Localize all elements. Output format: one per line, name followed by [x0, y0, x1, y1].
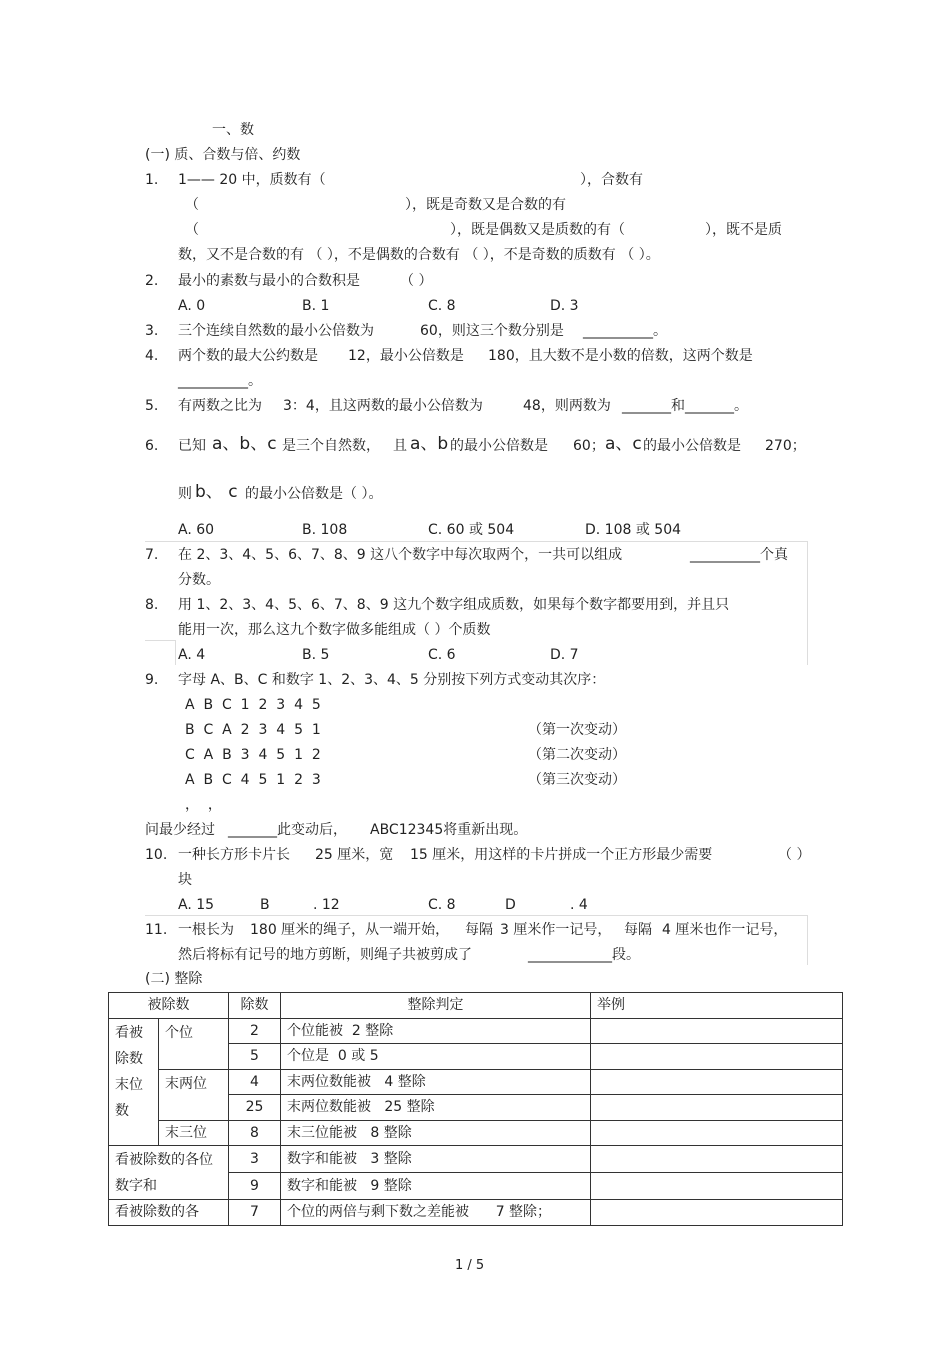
group-partial: 看被除数的各 [109, 1200, 229, 1226]
sequence-note: （第三次变动） [528, 772, 626, 788]
question-text: 4 厘米也作一记号， [662, 922, 788, 938]
divisor-cell: 9 [229, 1173, 281, 1200]
question-text: 每隔 [465, 922, 493, 938]
heading: 一、数 [212, 122, 254, 138]
rule-cell: 个位是 0 或 5 [281, 1044, 591, 1070]
header-rule: 整除判定 [281, 993, 591, 1019]
scan-line [807, 915, 808, 965]
example-cell [591, 1120, 843, 1146]
question-text: 能用一次，那么这九个数字做多能组成（ ）个质数 [178, 622, 491, 638]
question-text: （ [185, 197, 199, 213]
scan-line [145, 915, 807, 916]
group-last-digits: 看被除数末位数 [109, 1018, 159, 1146]
question-number: 7. [145, 547, 159, 563]
position-label: 末两位 [159, 1069, 229, 1120]
question-text: 15 厘米，用这样的卡片拼成一个正方形最少需要 [410, 847, 713, 863]
scan-line [807, 541, 808, 665]
example-cell [591, 1018, 843, 1044]
answer-blank: __________个真 [690, 547, 788, 563]
question-text: 最小的素数与最小的合数积是 [178, 273, 360, 289]
question-text: 则 [178, 486, 192, 502]
divisor-cell: 2 [229, 1018, 281, 1044]
header-dividend: 被除数 [109, 993, 229, 1019]
answer-blank: _______此变动后， [228, 822, 347, 838]
question-number: 1. [145, 172, 159, 188]
question-text: 已知 [178, 438, 206, 454]
answer-blank: _______和_______。 [622, 398, 748, 414]
divisibility-table [108, 992, 843, 1226]
question-text: 问最少经过 [145, 822, 215, 838]
scan-line [145, 640, 175, 641]
question-number: 9. [145, 672, 159, 688]
question-text: 然后将标有记号的地方剪断，则绳子共被剪成了 [178, 947, 472, 963]
divisor-cell: 3 [229, 1146, 281, 1173]
question-text: （ [185, 222, 199, 238]
table-row [109, 1069, 843, 1095]
header-example: 举例 [591, 993, 843, 1019]
table-row [109, 1018, 843, 1044]
question-text: 25 厘米，宽 [315, 847, 394, 863]
option: B. 1 [302, 298, 330, 314]
question-text: 块 [178, 872, 192, 888]
sequence-row: A B C 4 5 1 2 3 [185, 772, 321, 788]
sequence-note: （第二次变动） [528, 747, 626, 763]
question-text: 是三个自然数， [282, 438, 380, 454]
section-title: (二) 整除 [145, 971, 203, 987]
option: D. 108 或 504 [585, 522, 682, 538]
section-title: (一) 质、合数与倍、约数 [145, 147, 301, 163]
question-text: ），既不是质 [705, 222, 782, 238]
rule-cell: 个位的两倍与剩下数之差能被 7 整除； [281, 1200, 591, 1226]
question-text: 的最小公倍数是 [450, 438, 548, 454]
question-text: 60； [573, 438, 605, 454]
variable-text: b、 c [195, 482, 238, 502]
option: A. 60 [178, 522, 215, 538]
question-text: 分数。 [178, 572, 220, 588]
example-cell [591, 1095, 843, 1121]
question-number: 11. [145, 922, 168, 938]
question-text: 1—— 20 中，质数有（ [178, 172, 326, 188]
question-number: 2. [145, 273, 159, 289]
divisor-cell: 5 [229, 1044, 281, 1070]
variable-text: a、b、c [212, 434, 277, 454]
rule-cell: 数字和能被 9 整除 [281, 1173, 591, 1200]
option: . 4 [570, 897, 588, 913]
divisor-cell: 7 [229, 1200, 281, 1226]
divisor-cell: 4 [229, 1069, 281, 1095]
option: A. 4 [178, 647, 206, 663]
option: B. 5 [302, 647, 330, 663]
answer-blank: __________。 [583, 323, 667, 339]
option: A. 0 [178, 298, 206, 314]
option: D [505, 897, 516, 913]
table-row [109, 1146, 843, 1173]
rule-cell: 末三位能被 8 整除 [281, 1120, 591, 1146]
question-text: 有两数之比为 [178, 398, 262, 414]
option: C. 60 或 504 [428, 522, 515, 538]
question-number: 4. [145, 348, 159, 364]
answer-paren: （ ） [778, 847, 811, 863]
variable-text: a、b [410, 434, 449, 454]
question-text: 180 厘米的绳子，从一端开始， [250, 922, 450, 938]
divisor-cell: 25 [229, 1095, 281, 1121]
question-text: 三个连续自然数的最小公倍数为 [178, 323, 374, 339]
scan-line [145, 541, 807, 542]
question-number: 8. [145, 597, 159, 613]
option: C. 6 [428, 647, 456, 663]
question-text: 每隔 [624, 922, 652, 938]
option: B [260, 897, 270, 913]
divisor-cell: 8 [229, 1120, 281, 1146]
question-text: 48，则两数为 [523, 398, 611, 414]
option: . 12 [313, 897, 340, 913]
variable-text: a、c [605, 434, 642, 454]
question-text: 3 厘米作一记号， [500, 922, 612, 938]
sequence-row: B C A 2 3 4 5 1 [185, 722, 321, 738]
question-number: 10. [145, 847, 168, 863]
question-text: 的最小公倍数是（ ）。 [245, 486, 383, 502]
position-label: 末三位 [159, 1120, 229, 1146]
question-text: 12，最小公倍数是 [348, 348, 464, 364]
question-number: 6. [145, 438, 159, 454]
option: C. 8 [428, 897, 456, 913]
option: A. 15 [178, 897, 215, 913]
answer-paren: （ ） [400, 273, 433, 289]
sequence-note: （第一次变动） [528, 722, 626, 738]
question-number: 5. [145, 398, 159, 414]
question-text: ），既是奇数又是合数的有 [405, 197, 566, 213]
question-text: 60，则这三个数分别是 [420, 323, 564, 339]
example-cell [591, 1200, 843, 1226]
rule-cell: 数字和能被 3 整除 [281, 1146, 591, 1173]
option: D. 3 [550, 298, 579, 314]
example-cell [591, 1146, 843, 1173]
option: D. 7 [550, 647, 579, 663]
table-header-row [109, 993, 843, 1019]
question-text: ），合数有 [580, 172, 643, 188]
question-text: ），既是偶数又是质数的有（ [450, 222, 625, 238]
question-number: 3. [145, 323, 159, 339]
question-text: ABC12345将重新出现。 [370, 822, 528, 838]
table-row [109, 1200, 843, 1226]
question-text: 3：4，且这两数的最小公倍数为 [283, 398, 483, 414]
answer-blank: ____________段。 [528, 947, 640, 963]
sequence-row: A B C 1 2 3 4 5 [185, 697, 321, 713]
question-text: 的最小公倍数是 [643, 438, 741, 454]
question-text: 180，且大数不是小数的倍数，这两个数是 [488, 348, 753, 364]
option: B. 108 [302, 522, 348, 538]
example-cell [591, 1044, 843, 1070]
sequence-row: C A B 3 4 5 1 2 [185, 747, 321, 763]
question-text: 且 [393, 438, 407, 454]
question-text: 两个数的最大公约数是 [178, 348, 318, 364]
example-cell [591, 1069, 843, 1095]
rule-cell: 末两位数能被 4 整除 [281, 1069, 591, 1095]
question-text: 用 1、2、3、4、5、6、7、8、9 这九个数字组成质数，如果每个数字都要用到，并且只 [178, 597, 730, 613]
option: C. 8 [428, 298, 456, 314]
position-label: 个位 [159, 1018, 229, 1069]
question-text: 数，又不是合数的有 （ ），不是偶数的合数有 （ ），不是奇数的质数有 （ ）。 [178, 247, 660, 263]
scan-line [175, 640, 176, 665]
answer-blank: __________。 [178, 373, 262, 389]
group-digit-sum: 看被除数的各位数字和 [109, 1146, 229, 1200]
question-text: 一种长方形卡片长 [178, 847, 290, 863]
question-text: 字母 A、B、C 和数字 1、2、3、4、5 分别按下列方式变动其次序： [178, 672, 606, 688]
question-text: 270； [765, 438, 806, 454]
example-cell [591, 1173, 843, 1200]
question-text: 在 2、3、4、5、6、7、8、9 这八个数字中每次取两个，一共可以组成 [178, 547, 623, 563]
question-text: 一根长为 [178, 922, 234, 938]
page-number: 1 / 5 [455, 1258, 485, 1273]
stray-commas: ， ， [185, 797, 222, 813]
table-row [109, 1120, 843, 1146]
rule-cell: 末两位数能被 25 整除 [281, 1095, 591, 1121]
header-divisor: 除数 [229, 993, 281, 1019]
rule-cell: 个位能被 2 整除 [281, 1018, 591, 1044]
